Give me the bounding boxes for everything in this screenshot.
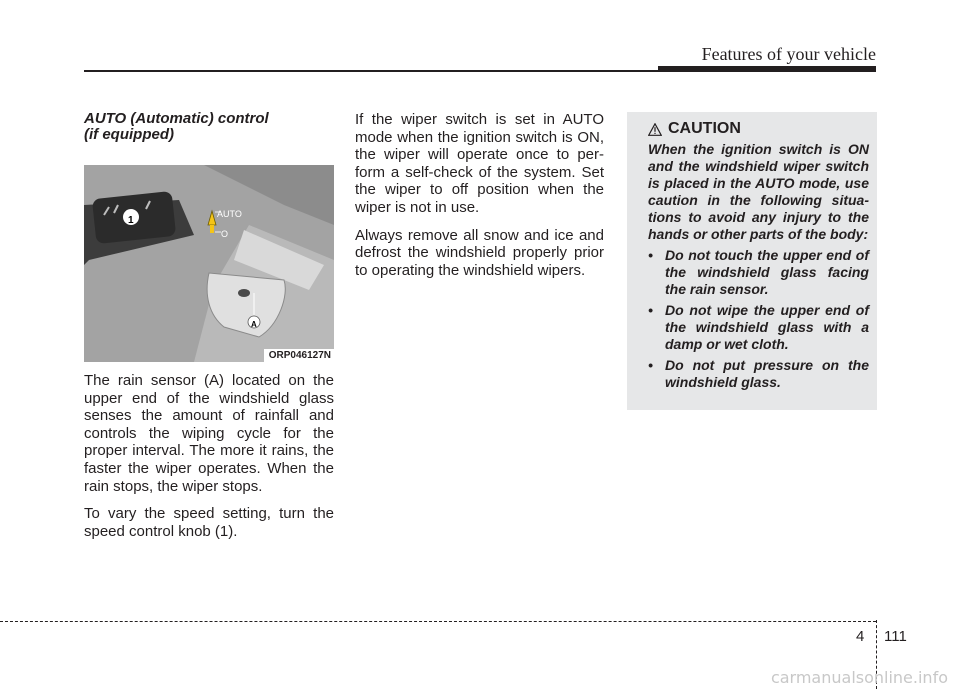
- caution-bullet-text: Do not touch the upper end of the windshield glass facing the rain sensor.: [665, 247, 869, 297]
- body-paragraph: Always remove all snow and ice and defrost the windshield properly prior to operating the windshield wipers.: [355, 226, 604, 279]
- warning-triangle-icon: [648, 123, 662, 136]
- figure-label-off: O: [221, 229, 229, 239]
- figure-label-auto: AUTO: [217, 209, 242, 219]
- figure-illustration: [84, 165, 334, 362]
- caution-bullet: • Do not put pressure on the windshield glass.: [648, 357, 869, 390]
- caution-header: [648, 120, 869, 138]
- caution-intro: When the ignition switch is ON and the windshield wiper switch is placed in the AUTO mode, use caution in the following situa-tions to avoid any injury to the hands or other parts of the body:: [648, 141, 869, 242]
- chapter-number: 4: [856, 628, 865, 645]
- page-number: 111: [884, 628, 907, 645]
- figure-code: ORP046127N: [264, 349, 334, 362]
- caution-box: [627, 112, 877, 410]
- body-paragraph: The rain sensor (A) located on the upper end of the windshield glass senses the amount of rainfall and controls the wiping cycle for the proper interval. The more it rains, the faster the wiper operates. When the rain stops, the wiper stops.: [84, 372, 334, 495]
- body-paragraph: To vary the speed setting, turn the speed control knob (1).: [84, 505, 334, 540]
- footer-rule: [0, 621, 876, 622]
- section-title-line1: AUTO (Automatic) control: [84, 110, 269, 127]
- body-paragraph: If the wiper switch is set in AUTO mode when the ignition switch is ON, the wiper will operate once to per-form a self-check of the system. Set the wiper to off position when the wiper is not in use.: [355, 111, 604, 216]
- caution-bullet-text: Do not wipe the upper end of the windshield glass with a damp or wet cloth.: [665, 302, 869, 352]
- section-title-line2: (if equipped): [84, 126, 174, 143]
- watermark: carmanualsonline.info: [770, 668, 948, 687]
- caution-bullet: • Do not wipe the upper end of the windshield glass with a damp or wet cloth.: [648, 302, 869, 352]
- caution-bullet: • Do not touch the upper end of the windshield glass facing the rain sensor.: [648, 247, 869, 297]
- caution-list: [648, 247, 869, 391]
- header-rule-accent: [658, 66, 876, 72]
- left-column: [84, 111, 334, 550]
- middle-column: [355, 111, 604, 289]
- header-title: Features of your vehicle: [701, 44, 876, 64]
- figure-callout-1: 1: [128, 215, 134, 226]
- figure-callout-a: A: [251, 320, 257, 329]
- caution-bullet-text: Do not put pressure on the windshield glass.: [665, 357, 869, 390]
- caution-title: CAUTION: [668, 120, 741, 137]
- section-title: [84, 111, 334, 143]
- wiper-rain-sensor-figure: [84, 165, 334, 362]
